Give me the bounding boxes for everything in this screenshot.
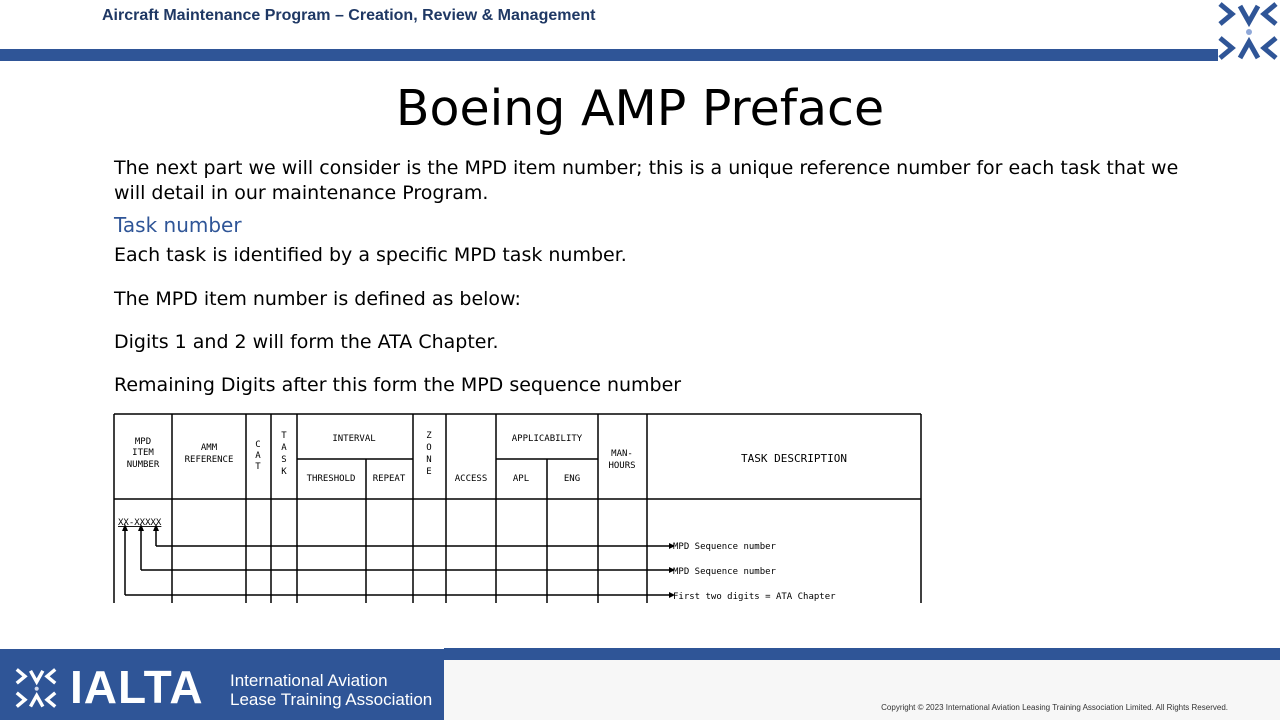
ialta-logo-icon <box>1216 0 1280 62</box>
col-interval: INTERVAL <box>332 434 376 444</box>
task-number-heading: Task number <box>114 213 242 237</box>
ialta-org-name <box>230 671 432 709</box>
col-apl: APL <box>512 474 530 484</box>
col-task-description: TASK DESCRIPTION <box>741 452 847 465</box>
paragraph-item-defined: The MPD item number is defined as below: <box>114 288 521 310</box>
col-task-a: A <box>281 443 287 453</box>
col-zone-n: N <box>426 455 432 465</box>
col-zone-o: O <box>426 443 432 453</box>
col-man-line2: HOURS <box>608 461 636 471</box>
ialta-wordmark: IALTA <box>70 661 204 713</box>
item-number-format: XX-XXXXX <box>118 518 162 528</box>
col-task-t: T <box>281 431 287 441</box>
col-applicability: APPLICABILITY <box>511 434 583 444</box>
col-mpd-line3: NUMBER <box>126 460 160 470</box>
paragraph-sequence-number: Remaining Digits after this form the MPD sequence number <box>114 374 682 396</box>
col-task-k: K <box>281 467 287 477</box>
ialta-logo-icon <box>14 666 58 710</box>
col-mpd-line1: MPD <box>134 437 152 447</box>
intro-line-1: The next part we will consider is the MPD item number; this is a unique reference number for each task that we <box>114 157 1179 179</box>
course-title: Aircraft Maintenance Program – Creation, Review & Management <box>102 7 596 24</box>
intro-paragraph <box>114 156 1224 206</box>
paragraph-ata-chapter: Digits 1 and 2 will form the ATA Chapter. <box>114 331 499 353</box>
header-bar <box>0 49 1218 61</box>
col-amm-line1: AMM <box>200 443 218 453</box>
callout-ata-chapter: First two digits = ATA Chapter <box>673 592 836 602</box>
slide-title: Boeing AMP Preface <box>395 80 885 137</box>
col-task-s: S <box>281 455 287 465</box>
col-amm-line2: REFERENCE <box>184 455 234 465</box>
callout-sequence-1: MPD Sequence number <box>673 542 776 552</box>
callout-sequence-2: MPD Sequence number <box>673 567 776 577</box>
footer-stripe <box>444 648 1280 660</box>
col-cat-c: C <box>255 440 261 450</box>
col-cat-a: A <box>255 451 261 461</box>
col-zone-e: E <box>426 467 432 477</box>
col-eng: ENG <box>563 474 581 484</box>
col-access: ACCESS <box>454 474 488 484</box>
org-name-line1: International Aviation <box>230 671 388 690</box>
col-repeat: REPEAT <box>372 474 406 484</box>
mpd-table-diagram <box>113 413 923 603</box>
col-zone-z: Z <box>426 431 432 441</box>
intro-line-2: will detail in our maintenance Program. <box>114 182 489 204</box>
col-mpd-line2: ITEM <box>132 448 154 458</box>
copyright-notice: Copyright © 2023 International Aviation Leasing Training Association Limited. All Rights Reserved. <box>881 703 1228 712</box>
col-threshold: THRESHOLD <box>306 474 356 484</box>
org-name-line2: Lease Training Association <box>230 690 433 709</box>
paragraph-task-identified: Each task is identified by a specific MPD task number. <box>114 244 627 266</box>
col-cat-t: T <box>255 462 261 472</box>
col-man-line1: MAN- <box>611 449 633 459</box>
